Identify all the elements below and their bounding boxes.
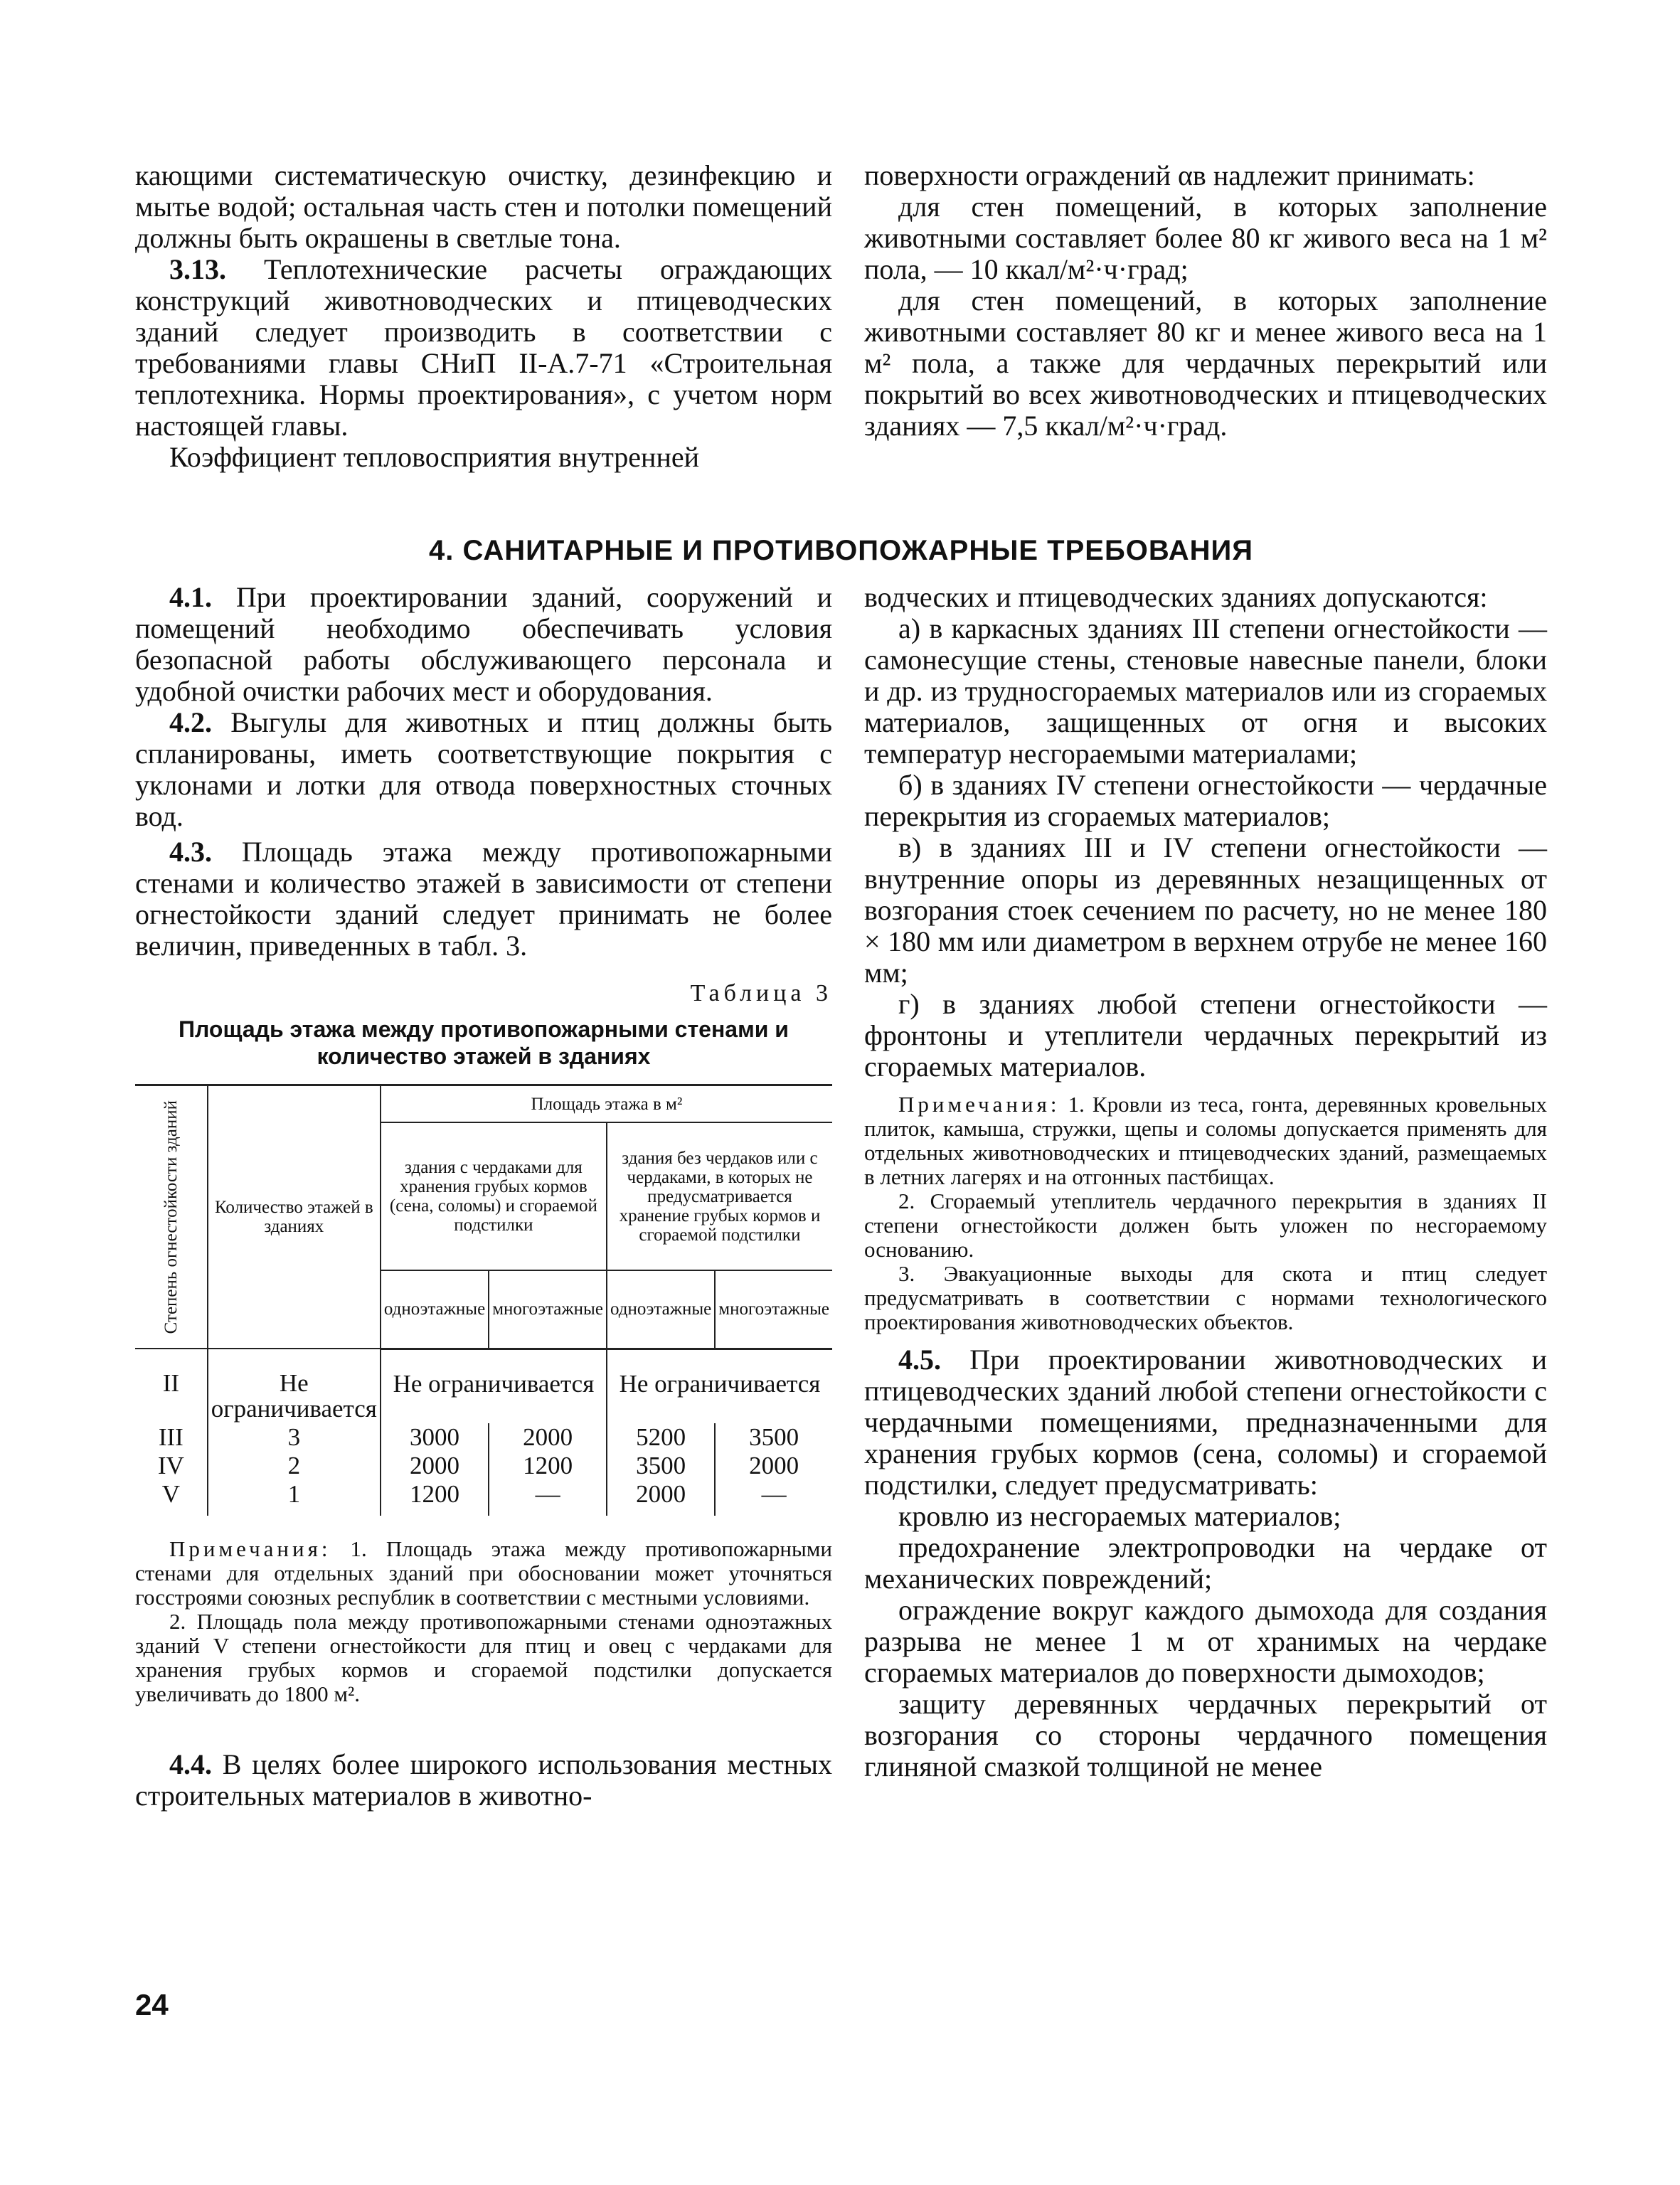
clause-text: Площадь этажа между противопожарными стенами и количество этажей в зависимости от степени огнестойкости зданий следует принимать не более величин, приведенных в табл. 3.	[135, 836, 832, 962]
cell-degree: IV	[135, 1452, 208, 1480]
fire-wall-table	[135, 1084, 832, 1516]
clause-number: 3.13.	[169, 253, 226, 285]
right-column-top	[864, 160, 1547, 442]
paragraph-walls-under-80: для стен помещений, в которых заполнение животными составляет 80 кг и менее живого веса на 1 м² пола, а также для чердачных перекрытий или покрытий во всех животноводческих и птицеводческих зданиях — 7,5 ккал/м²·ч·град.	[864, 285, 1547, 442]
cell-degree: II	[135, 1349, 208, 1423]
clause-text: При проектировании зданий, сооружений и помещений необходимо обеспечивать условия безопасной работы обслуживающего персонала и удобной очистки рабочих мест и оборудования.	[135, 581, 832, 707]
right-note-1	[864, 1092, 1547, 1189]
page-number: 24	[135, 1988, 169, 2021]
clause-text: Выгулы для животных и птиц должны быть спланированы, иметь соответствующие покрытия с уклонами и лотки для отвода поверхностных сточных вод.	[135, 706, 832, 832]
right-notes	[864, 1092, 1547, 1334]
clause-number: 4.5.	[898, 1344, 941, 1376]
cell-floors: 2	[208, 1452, 381, 1480]
clause-number: 4.2.	[169, 706, 212, 738]
cell-value: —	[489, 1480, 607, 1516]
right-note-2: 2. Сгораемый утеплитель чердачного перекрытия в зданиях II степени огнестойкости должен быть уложен по несгораемому основанию.	[864, 1189, 1547, 1262]
list-item-g: г) в зданиях любой степени огнестойкости — фронтоны и утеплители чердачных перекрытий из сгораемых материалов.	[864, 988, 1547, 1083]
table-row	[135, 1452, 832, 1480]
cell-value: 3500	[715, 1423, 832, 1452]
table-notes	[135, 1537, 832, 1706]
list-item-a: а) в каркасных зданиях III степени огнестойкости — самонесущие стены, стеновые навесные панели, блоки и др. из трудносгораемых материалов или из сгораемых материалов, защищенных от огня и высоких температур несгораемыми материалами;	[864, 612, 1547, 770]
cell-degree: V	[135, 1480, 208, 1516]
note-text: 1. Кровли из теса, гонта, деревянных кровельных плиток, камыша, стружки, щепы и соломы допускается применять для отдельных животноводческих и птицеводческих зданий, размещаемых в летних лагерях и на отгонных пастбищах.	[864, 1092, 1547, 1189]
cell-value: 2000	[715, 1452, 832, 1480]
header-floors: Количество этажей в зданиях	[208, 1085, 381, 1349]
cell-floors: 1	[208, 1480, 381, 1516]
left-column-main	[135, 582, 832, 1812]
cell-value: 1200	[489, 1452, 607, 1480]
list-item-protection: защиту деревянных чердачных перекрытий от возгорания со стороны чердачного помещения глиняной смазкой толщиной не менее	[864, 1688, 1547, 1782]
paragraph-3-13	[135, 254, 832, 442]
left-column-top	[135, 160, 832, 473]
paragraph-4-1	[135, 582, 832, 707]
paragraph-walls-over-80: для стен помещений, в которых заполнение животными составляет более 80 кг живого веса на 1 м² пола, — 10 ккал/м²·ч·град;	[864, 191, 1547, 285]
notes-label: Примечания:	[169, 1536, 331, 1561]
table-label: Таблица 3	[690, 980, 832, 1006]
clause-text: Теплотехнические расчеты ограждающих конструкций животноводческих и птицеводческих зданий следует производить в соответствии с требованиями главы СНиП II-А.7-71 «Строительная теплотехника. Нормы проектирования», с учетом норм настоящей главы.	[135, 253, 832, 442]
table-note-2: 2. Площадь пола между противопожарными стенами одноэтажных зданий V степени огнестойкости для птиц и овец с чердаками для хранения грубых кормов и сгораемой подстилки допускается увеличивать до 1800 м².	[135, 1609, 832, 1706]
clause-text: В целях более широкого использования местных строительных материалов в животно-	[135, 1748, 832, 1812]
cell-value: —	[715, 1480, 832, 1516]
cell-value: 2000	[381, 1452, 489, 1480]
header-single-storey: одноэтажные	[607, 1270, 715, 1349]
table-title: Площадь этажа между противопожарными стенами и количество этажей в зданиях	[179, 1016, 789, 1069]
header-with-attic: здания с чердаками для хранения грубых кормов (сена, соломы) и сгораемой подстилки	[381, 1122, 607, 1270]
cell-degree: III	[135, 1423, 208, 1452]
cell-without-attic: Не ограничивается	[607, 1349, 832, 1423]
list-item-chimney: ограждение вокруг каждого дымохода для создания разрыва не менее 1 м от хранимых на чердаке сгораемых материалов до поверхности дымоходов;	[864, 1594, 1547, 1689]
header-without-attic: здания без чердаков или с чердаками, в которых не предусматривается хранение грубых кормов и сгораемой подстилки	[607, 1122, 832, 1270]
cell-floors: 3	[208, 1423, 381, 1452]
paragraph-4-4	[135, 1749, 832, 1812]
paragraph-4-2	[135, 707, 832, 832]
cell-value: 3000	[381, 1423, 489, 1452]
cell-value: 2000	[489, 1423, 607, 1452]
clause-number: 4.3.	[169, 836, 212, 868]
cell-value: 3500	[607, 1452, 715, 1480]
cell-value: 1200	[381, 1480, 489, 1516]
note-text: 1. Площадь этажа между противопожарными стенами для отдельных зданий при обосновании может уточняться госстроями союзных республик в соответствии с местными условиями.	[135, 1536, 832, 1610]
paragraph-allowed: водческих и птицеводческих зданиях допускаются:	[864, 581, 1488, 613]
cell-value: 2000	[607, 1480, 715, 1516]
right-column-main	[864, 582, 1547, 1782]
clause-text: При проектировании животноводческих и птицеводческих зданий любой степени огнестойкости с чердачными помещениями, предназначенными для хранения грубых кормов (сена, соломы) и сгораемой подстилки, следует предусматривать:	[864, 1344, 1547, 1501]
list-item-b: б) в зданиях IV степени огнестойкости — чердачные перекрытия из сгораемых материалов;	[864, 769, 1547, 832]
paragraph-coefficient: Коэффициент тепловосприятия внутренней	[169, 441, 700, 473]
table-row	[135, 1423, 832, 1452]
header-multi-storey: многоэтажные	[489, 1270, 607, 1349]
paragraph-alpha: поверхности ограждений αв надлежит принимать:	[864, 159, 1475, 191]
list-item-v: в) в зданиях III и IV степени огнестойкости — внутренние опоры из деревянных незащищенных от возгорания стоек сечением по расчету, но не менее 180 × 180 мм или диаметром в верхнем отрубе не менее 160 мм;	[864, 831, 1547, 989]
table-row	[135, 1480, 832, 1516]
notes-label: Примечания:	[898, 1092, 1060, 1117]
table-note-1	[135, 1537, 832, 1610]
header-multi-storey: многоэтажные	[715, 1270, 832, 1349]
section-heading: 4. САНИТАРНЫЕ И ПРОТИВОПОЖАРНЫЕ ТРЕБОВАНИЯ	[429, 535, 1253, 566]
paragraph-continuation: кающими систематическую очистку, дезинфекцию и мытье водой; остальная часть стен и потолки помещений должны быть окрашены в светлые тона.	[135, 159, 832, 254]
clause-number: 4.4.	[169, 1748, 212, 1780]
list-item-wiring: предохранение электропроводки на чердаке от механических повреждений;	[864, 1531, 1547, 1595]
list-item-roof: кровлю из несгораемых материалов;	[898, 1500, 1341, 1532]
header-degree: Степень огнестойкости зданий	[135, 1085, 208, 1349]
header-area: Площадь этажа в м²	[381, 1085, 832, 1123]
clause-number: 4.1.	[169, 581, 212, 613]
cell-floors: Не ограничивается	[208, 1349, 381, 1423]
paragraph-4-3	[135, 836, 832, 962]
cell-with-attic: Не ограничивается	[381, 1349, 607, 1423]
cell-value: 5200	[607, 1423, 715, 1452]
right-note-3: 3. Эвакуационные выходы для скота и птиц следует предусматривать в соответствии с нормами технологического проектирования животноводческих объектов.	[864, 1261, 1547, 1334]
header-single-storey: одноэтажные	[381, 1270, 489, 1349]
paragraph-4-5	[864, 1344, 1547, 1501]
table-row	[135, 1349, 832, 1423]
